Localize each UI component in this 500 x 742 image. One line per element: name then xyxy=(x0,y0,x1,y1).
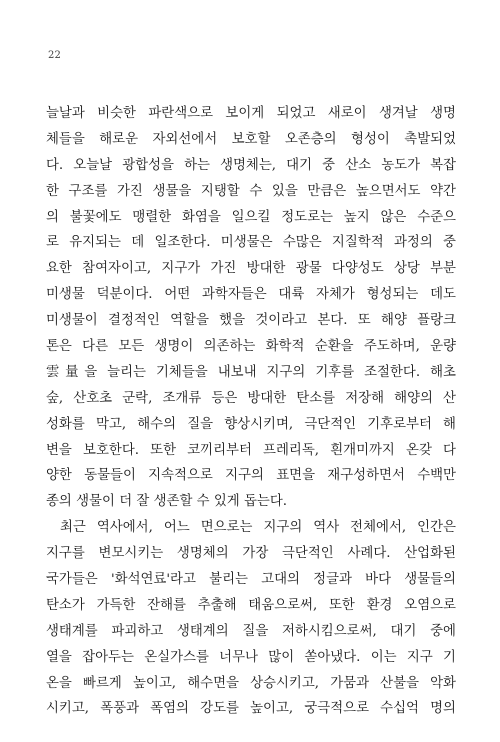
text-line: 열을 잡아두는 온실가스를 너무나 많이 쏟아냈다. 이는 지구 기 xyxy=(46,649,456,665)
paragraph-2 xyxy=(46,515,456,722)
text-line: 로 유지되는 데 일조한다. 미생물은 수많은 지질학적 과정의 중 xyxy=(46,235,456,251)
paragraph-1 xyxy=(46,101,456,515)
text-line: 변을 보호한다. 또한 코끼리부터 프레리독, 흰개미까지 온갖 다 xyxy=(46,442,456,458)
text-line: 지구를 변모시키는 생명체의 가장 극단적인 사례다. 산업화된 xyxy=(46,546,456,562)
text-line: 양한 동물들이 지속적으로 지구의 표면을 재구성하면서 수백만 xyxy=(46,468,456,484)
text-line: 한 구조를 가진 생물을 지탱할 수 있을 만큼은 높으면서도 약간 xyxy=(46,183,456,199)
text-line: 종의 생물이 더 잘 생존할 수 있게 돕는다. xyxy=(46,494,288,510)
text-line: 다. 오늘날 광합성을 하는 생명체는, 대기 중 산소 농도가 복잡 xyxy=(46,157,456,173)
text-line: 雲量을 늘리는 기체들을 내보내 지구의 기후를 조절한다. 해초 xyxy=(46,364,456,380)
text-line: 미생물 덕분이다. 어떤 과학자들은 대륙 자체가 형성되는 데도 xyxy=(46,287,456,303)
body-text xyxy=(46,101,456,722)
text-line: 늘날과 비슷한 파란색으로 보이게 되었고 새로이 생겨날 생명 xyxy=(46,106,456,121)
text-line: 의 불꽃에도 맹렬한 화염을 일으킬 정도로는 높지 않은 수준으 xyxy=(46,209,456,225)
text-line: 톤은 다른 모든 생명이 의존하는 화학적 순환을 주도하며, 운량 xyxy=(46,339,456,355)
text-line: 국가들은 '화석연료'라고 불리는 고대의 정글과 바다 생물들의 xyxy=(46,572,456,588)
text-line: 온을 빠르게 높이고, 해수면을 상승시키고, 가뭄과 산불을 악화 xyxy=(46,675,456,691)
page-number: 22 xyxy=(48,50,62,61)
text-line: 미생물이 결정적인 역할을 했을 것이라고 본다. 또 해양 플랑크 xyxy=(46,313,456,329)
text-line: 시키고, 폭풍과 폭염의 강도를 높이고, 궁극적으로 수십억 명의 xyxy=(46,701,456,717)
text-line: 탄소가 가득한 잔해를 추출해 태움으로써, 또한 환경 오염으로 xyxy=(46,597,456,613)
text-line: 최근 역사에서, 어느 면으로는 지구의 역사 전체에서, 인간은 xyxy=(60,520,456,536)
text-line: 생태계를 파괴하고 생태계의 질을 저하시킴으로써, 대기 중에 xyxy=(46,623,456,639)
text-line: 요한 참여자이고, 지구가 가진 방대한 광물 다양성도 상당 부분 xyxy=(46,261,456,277)
text-line: 체들을 해로운 자외선에서 보호할 오존층의 형성이 촉발되었 xyxy=(46,131,456,147)
text-line: 성화를 막고, 해수의 질을 향상시키며, 극단적인 기후로부터 해 xyxy=(46,416,456,432)
text-line: 숲, 산호초 군락, 조개류 등은 방대한 탄소를 저장해 해양의 산 xyxy=(46,390,456,406)
